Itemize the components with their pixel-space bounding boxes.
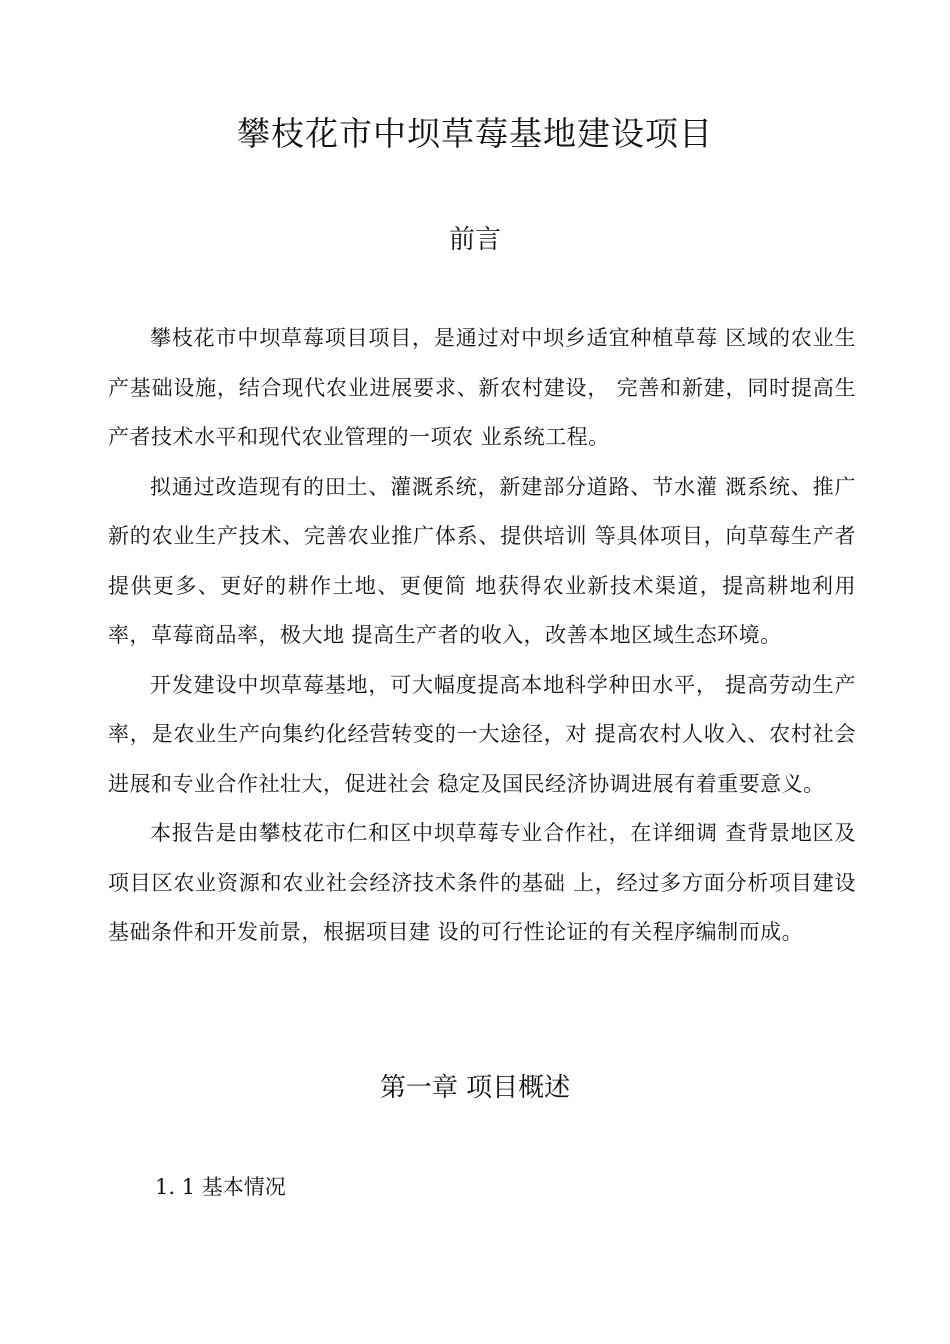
subsection-heading: 1. 1 基本情况 — [155, 1175, 286, 1199]
paragraph-2: 拟通过改造现有的田土、灌溉系统，新建部分道路、节水灌 溉系统、推广新的农业生产技术、完善农业推广体系、提供培训 等具体项目，向草莓生产者提供更多、更好的耕作土地、更便简 地获得农业新技术渠道，提高耕地利用率，草莓商品率，极大地 提高生产者的收入，改善本地区域生态环境。 — [108, 474, 856, 647]
paragraph-1: 攀枝花市中坝草莓项目项目，是通过对中坝乡适宜种植草莓 区域的农业生产基础设施，结合现代农业进展要求、新农村建设， 完善和新建，同时提高生产者技术水平和现代农业管理的一项农 业系统工程。 — [108, 326, 856, 449]
chapter-heading: 第一章 项目概述 — [379, 1073, 571, 1103]
preface-body — [108, 314, 856, 958]
document-title: 攀枝花市中坝草莓基地建设项目 — [237, 114, 713, 153]
paragraph-3: 开发建设中坝草莓基地，可大幅度提高本地科学种田水平， 提高劳动生产率，是农业生产向集约化经营转变的一大途径，对 提高农村人收入、农村社会进展和专业合作社壮大，促进社会 稳定及国民经济协调进展有着重要意义。 — [108, 672, 856, 796]
preface-heading: 前言 — [448, 225, 501, 255]
paragraph-4: 本报告是由攀枝花市仁和区中坝草莓专业合作社，在详细调 查背景地区及项目区农业资源和农业社会经济技术条件的基础 上，经过多方面分析项目建设基础条件和开发前景，根据项目建 设的可行性论证的有关程序编制而成。 — [108, 821, 856, 944]
